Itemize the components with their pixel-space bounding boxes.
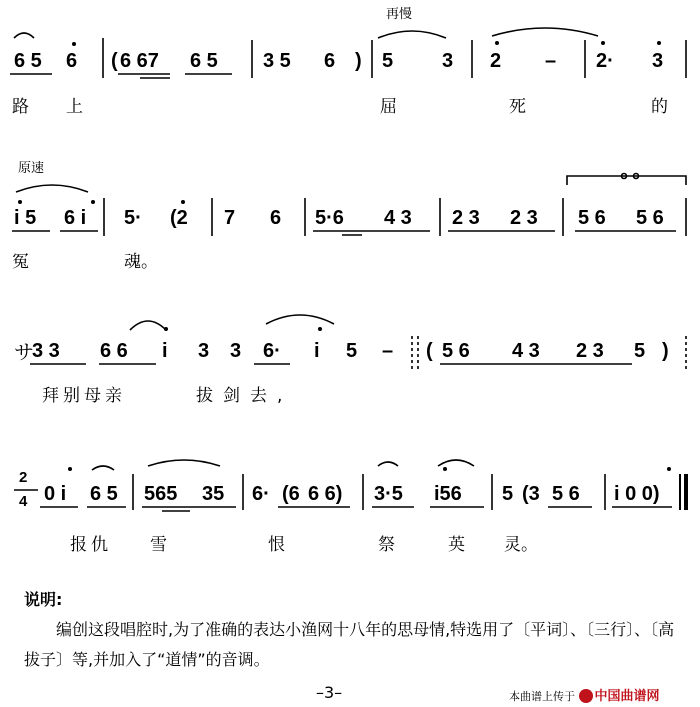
explanation-note: [24, 585, 684, 675]
time-signature-top: 2: [19, 469, 28, 486]
note: 5: [382, 50, 394, 72]
tempo-slower-mark: 再慢: [386, 7, 413, 22]
site-name: 中国曲谱网: [594, 689, 660, 704]
lyric: 路: [12, 97, 29, 117]
note-group: 6 5: [90, 483, 118, 505]
note-group: 5 6: [552, 483, 580, 505]
time-signature-bottom: 4: [19, 493, 28, 510]
note-group: 2 3: [510, 207, 538, 229]
tempo-original-mark: 原速: [18, 161, 45, 176]
note: i: [162, 340, 168, 362]
lyric: 英: [448, 535, 465, 555]
dash: –: [382, 340, 394, 362]
lyric: 的: [651, 97, 668, 117]
bracket: ): [662, 340, 669, 362]
note-group: i 0 0): [614, 483, 660, 505]
note: 5: [502, 483, 514, 505]
lyric: 死: [509, 97, 526, 117]
note-group: i 5: [14, 207, 37, 229]
note: 5: [634, 340, 646, 362]
note-group: 6 6): [308, 483, 343, 505]
note-group: 3 3: [32, 340, 60, 362]
note-group: 4 3: [384, 207, 412, 229]
note: 2·: [596, 50, 614, 72]
note: 6: [324, 50, 336, 72]
note: 6: [270, 207, 282, 229]
note-group: 5 6: [578, 207, 606, 229]
note: 6: [66, 50, 78, 72]
credit-text: 本曲谱上传于: [509, 690, 575, 703]
lyric: 屈: [380, 97, 397, 117]
lyric: 冤: [12, 252, 29, 272]
lyric: 拜别母亲: [42, 386, 126, 406]
lyric: 报仇: [70, 535, 112, 555]
note-group: 2 3: [576, 340, 604, 362]
note: 3: [442, 50, 454, 72]
note-body: 编创这段唱腔时,为了准确的表达小渔网十八年的思母情,特选用了〔平词〕、〔三行〕、〔高拔子〕等,并加入了“道情”的音调。: [24, 620, 675, 669]
lyric: 恨: [268, 535, 285, 555]
note: 5·: [124, 207, 142, 229]
note: (3: [522, 483, 540, 505]
note-group: 6 5: [14, 50, 42, 72]
note-group: 3·5: [374, 483, 403, 505]
note-group: 565: [144, 483, 178, 505]
note-group: 5 6: [442, 340, 470, 362]
lyric: 雪: [150, 535, 167, 555]
note: 6·: [263, 340, 281, 362]
note: 3: [198, 340, 210, 362]
note-group: 4 3: [512, 340, 540, 362]
note-group: 35: [202, 483, 225, 505]
note-group: 6 67: [120, 50, 159, 72]
note-group: 6 i: [64, 207, 87, 229]
note: (2: [170, 207, 188, 229]
note-group: 2 3: [452, 207, 480, 229]
bracket: (: [426, 340, 433, 362]
note: 5: [346, 340, 358, 362]
note: 6·: [252, 483, 270, 505]
note-group: i56: [434, 483, 462, 505]
lyric: 上: [66, 97, 83, 117]
dash: –: [545, 50, 557, 72]
note: (6: [282, 483, 300, 505]
note-group: 6 5: [190, 50, 218, 72]
note: 3: [652, 50, 664, 72]
note-group: 5·6: [315, 207, 344, 229]
note-heading: 说明:: [24, 590, 63, 609]
lyric: 祭: [378, 535, 395, 555]
page-number: –3–: [316, 683, 343, 702]
lyric: 魂。: [124, 252, 158, 272]
note: i: [314, 340, 320, 362]
note: 2: [490, 50, 502, 72]
upload-credit: [509, 685, 660, 704]
bracket: ): [355, 50, 362, 72]
note: 3: [230, 340, 242, 362]
site-logo-icon: [579, 689, 593, 703]
note-group: 3 5: [263, 50, 291, 72]
bracket: (: [111, 50, 118, 72]
lyric: 灵。: [504, 535, 538, 555]
lyric: 拔剑去,: [196, 386, 293, 406]
note-group: 0 i: [44, 483, 67, 505]
note-group: 5 6: [636, 207, 664, 229]
free-meter-mark: サ: [14, 342, 34, 364]
note: 7: [224, 207, 236, 229]
note-group: 6 6: [100, 340, 128, 362]
